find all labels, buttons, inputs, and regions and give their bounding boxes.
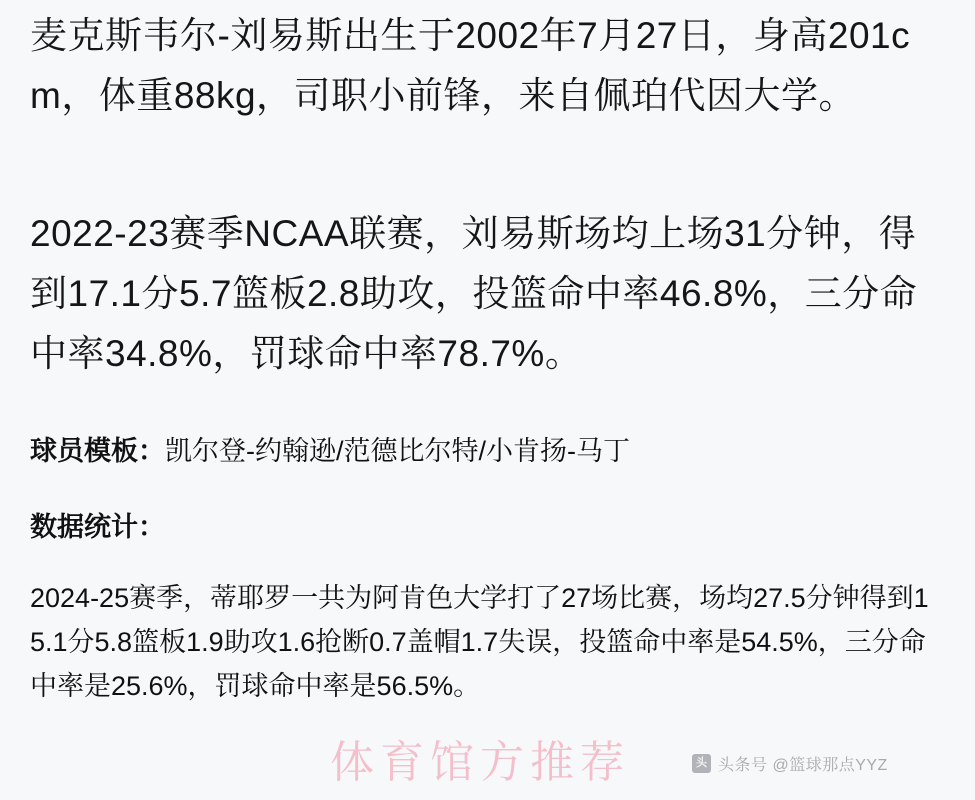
player-template-line bbox=[30, 430, 945, 472]
stats-heading: 数据统计： bbox=[30, 512, 165, 542]
player-template-row bbox=[30, 384, 945, 472]
toutiao-logo-icon: 头 bbox=[692, 754, 711, 773]
watermark-account-name: 头条号 @篮球那点YYZ bbox=[718, 757, 888, 774]
watermark-toutiao-badge bbox=[692, 752, 888, 775]
watermark-pink: 体育馆方推荐 bbox=[330, 738, 630, 787]
paragraph-season-stats: 2024-25赛季，蒂耶罗一共为阿肯色大学打了27场比赛，场均27.5分钟得到15.1分5.8篮板1.9助攻1.6抢断0.7盖帽1.7失误，投篮命中率是54.5%，三分命中率是25.6%，罚球命中率是56.5%。 bbox=[30, 583, 929, 701]
stats-heading-row bbox=[30, 472, 945, 548]
player-template-label: 球员模板： bbox=[30, 436, 165, 466]
player-template-value: 凯尔登-约翰逊/范德比尔特/小肯扬-马丁 bbox=[165, 436, 630, 466]
paragraph-player-profile: 麦克斯韦尔-刘易斯出生于2002年7月27日，身高201cm，体重88kg，司职小前锋，来自佩珀代因大学。 bbox=[30, 15, 911, 116]
paragraph-ncaa-stats: 2022-23赛季NCAA联赛，刘易斯场均上场31分钟，得到17.1分5.7篮板2.8助攻，投篮命中率46.8%，三分命中率34.8%，罚球命中率78.7%。 bbox=[30, 213, 918, 374]
